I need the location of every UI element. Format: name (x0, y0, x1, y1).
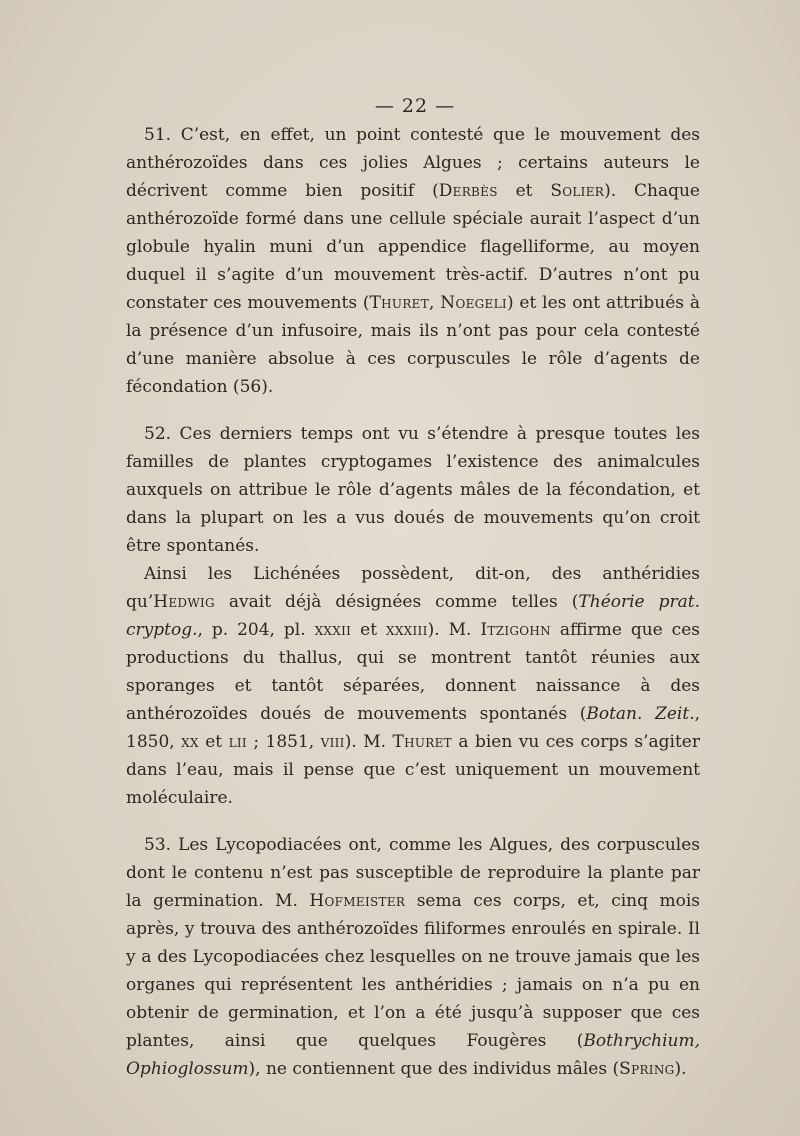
small-caps-name: Noegeli (440, 293, 507, 313)
small-caps-name: Hofmeister (309, 891, 406, 911)
text-run: sema ces corps, et, cinq mois après, y trouva des anthérozoïdes filiformes enroulés en spirale. Il y a des Lycopodiacées chez lesquelles on ne trouve jamais que les organes qui représentent les anthéridies ; jamais on n’a pu en obtenir de germination, et l’on a été jusqu’à supposer que ces plantes, ainsi que quelques Fougères ( (126, 891, 700, 1051)
text-run: et (351, 620, 386, 640)
italic-text: Botan. Zeit. (586, 704, 695, 724)
text-run: ) et les ont attribués à la présence d’un infusoire, mais ils n’ont pas pour cela contesté d’une manière absolue à ces corpuscules le rôle d’agents de fécondation (56). (126, 293, 700, 397)
small-caps-name: Thuret (392, 732, 452, 752)
paragraph-53 (126, 831, 700, 1083)
paragraph-gap (126, 812, 700, 831)
small-caps-name: Derbès (438, 181, 498, 201)
text-run: , p. 204, pl. (197, 620, 315, 640)
paragraph-52 (126, 420, 700, 560)
text-run: et (198, 732, 229, 752)
paragraph-gap (126, 401, 700, 420)
text-run: ; 1851, (246, 732, 321, 752)
book-page (126, 95, 700, 1083)
text-run: 53. Les Lycopodiacées ont, comme les Algues, des corpuscules dont le contenu n’est pas susceptible de reproduire la plante par la germination. M. (126, 835, 700, 911)
page-number: — 22 — (374, 95, 456, 117)
small-caps-name: Thuret (369, 293, 430, 313)
text-run: , (429, 293, 441, 313)
small-caps-name: Hedwig (153, 592, 215, 612)
paragraph-52-continued (126, 560, 700, 812)
small-caps-name: Itzigohn (480, 620, 551, 640)
text-run: ). (674, 1059, 687, 1079)
small-caps-name: Spring (619, 1059, 675, 1079)
text-run: avait déjà désignées comme telles ( (214, 592, 579, 612)
text-run: Ainsi les Lichénées possèdent, dit-on, des anthéridies qu’ (126, 564, 700, 612)
small-caps-name: Solier (550, 181, 605, 201)
paragraph-51 (126, 121, 700, 401)
text-run: 51. C’est, en effet, un point contesté que le mouvement des anthérozoïdes dans ces jolies Algues ; certains auteurs le décrivent comme bien positif ( (126, 125, 700, 201)
text-run: , 1850, (126, 704, 700, 752)
small-caps-name: xx (181, 732, 199, 752)
text-run: affirme que ces productions du thallus, qui se montrent tantôt réunies aux sporanges et tantôt séparées, donnent naissance à des anthérozoïdes doués de mouvements spontanés ( (126, 620, 700, 724)
small-caps-name: xxxii (314, 620, 352, 640)
italic-text: Théorie prat. cryptog. (126, 592, 700, 640)
text-run: ). Chaque anthérozoïde formé dans une cellule spéciale aurait l’aspect d’un globule hyalin muni d’un appendice flagelliforme, au moyen duquel il s’agite d’un mouvement très-actif. D’autres n’ont pu constater ces mouvements ( (126, 181, 700, 313)
small-caps-name: xxxiii (385, 620, 428, 640)
italic-text: Bothrychium, Ophioglossum (126, 1031, 700, 1079)
text-run: et (497, 181, 551, 201)
text-run: 52. Ces derniers temps ont vu s’étendre à presque toutes les familles de plantes cryptogames l’existence des animalcules auxquels on attribue le rôle d’agents mâles de la fécondation, et dans la plupart on les a vus doués de mouvements qu’on croit être spontanés. (126, 424, 700, 556)
text-run: a bien vu ces corps s’agiter dans l’eau, mais il pense que c’est uniquement un mouvement moléculaire. (126, 732, 700, 808)
text-run: ), ne contiennent que des individus mâles ( (248, 1059, 620, 1079)
text-run: ). M. (344, 732, 393, 752)
small-caps-name: lii (228, 732, 247, 752)
small-caps-name: viii (320, 732, 345, 752)
text-run: ). M. (427, 620, 481, 640)
